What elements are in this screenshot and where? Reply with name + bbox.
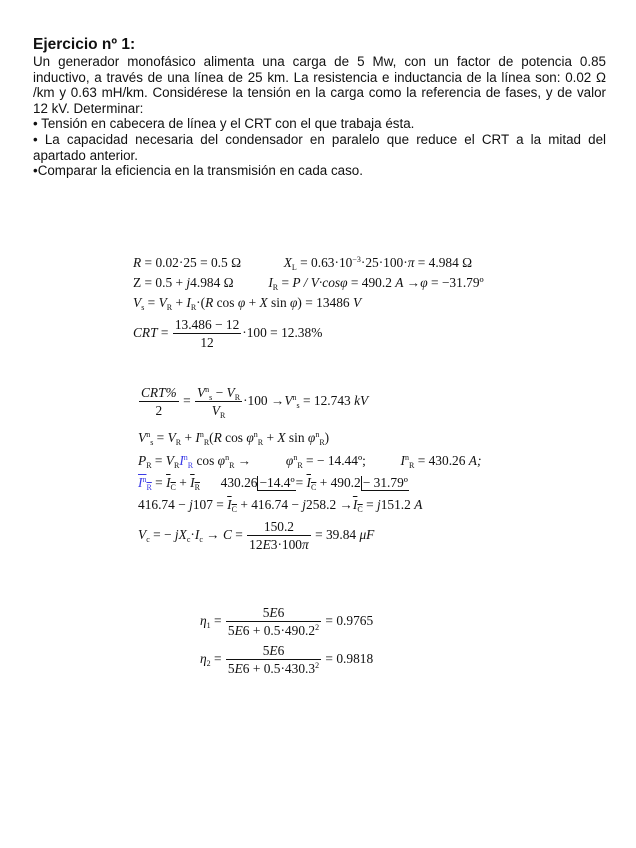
value-xl-a: = 0.63·10	[296, 255, 353, 270]
num-b: 6	[277, 605, 285, 620]
subscript-s: s	[141, 303, 145, 312]
plus: +	[172, 295, 187, 310]
subscript-c: c	[146, 535, 150, 545]
cos-fn: cos	[221, 430, 247, 445]
num-b: 6	[277, 643, 285, 658]
fraction-denominator	[247, 536, 311, 554]
magnitude-1: 430.26	[220, 475, 258, 490]
task-item-1: • Tensión en cabecera de línea y el CRT con el que trabaja ésta.	[33, 116, 415, 132]
subscript-c: C	[231, 505, 237, 514]
phi-symbol: φ	[285, 453, 294, 468]
symbol-x: X	[259, 295, 268, 310]
equals: =	[210, 613, 225, 629]
eta-symbol: η	[200, 613, 207, 629]
cos-fn: cos	[213, 295, 238, 310]
angle-symbol-1: −14.4º	[259, 475, 295, 490]
task-item-3: •Comparar la eficiencia en la transmisión en cada caso.	[33, 163, 363, 179]
crt-half-fraction	[139, 384, 179, 420]
equation-crt-half	[138, 384, 368, 424]
subscript-r: R	[297, 461, 303, 470]
arrow-icon: →	[234, 453, 252, 468]
new-phase-angle: = − 14.44º;	[302, 453, 366, 468]
symbol-vr: V	[158, 295, 167, 310]
den-a: 5	[227, 661, 235, 676]
plus: +	[181, 430, 196, 445]
symbol-v: V	[138, 430, 147, 445]
subscript-r: R	[146, 461, 152, 470]
vs-value: ) = 13486	[297, 295, 353, 310]
subscript-c: c	[199, 535, 203, 545]
fraction-denominator	[195, 402, 242, 420]
sin-fn: sin	[285, 430, 308, 445]
phi-symbol: φ	[307, 430, 316, 445]
subscript-r: R	[175, 438, 182, 447]
phi-symbol: φ	[340, 275, 348, 290]
symbol-v: V	[226, 385, 235, 400]
superscript-n: n	[253, 430, 258, 439]
superscript-2: 2	[315, 623, 320, 632]
exp-e: E	[269, 643, 278, 658]
magnitude-2: + 490.2	[316, 475, 361, 490]
angle-symbol-2: − 31.79º	[362, 475, 408, 490]
minus: −	[212, 385, 227, 400]
value-r: = 0.02·25 = 0.5 Ω	[144, 255, 242, 270]
voltage-fraction	[195, 384, 242, 420]
subscript-s: s	[150, 438, 154, 447]
crt-result: ·100 = 12.38%	[242, 325, 323, 341]
phasor-irn	[138, 475, 152, 490]
efficiency-1-value: = 0.9765	[322, 613, 374, 629]
symbol-r: R	[205, 295, 214, 310]
symbol-i: I	[166, 475, 171, 490]
dot: ·	[190, 527, 195, 543]
equals: =	[151, 453, 166, 468]
den-a: 12	[249, 537, 263, 552]
symbol-xl: X	[283, 255, 292, 270]
subscript-r: R	[257, 438, 264, 447]
superscript-n: n	[199, 430, 204, 439]
exp-e: E	[262, 537, 271, 552]
subscript-1: 1	[206, 621, 211, 631]
current-formula: P / V·cos	[292, 275, 341, 290]
arrow-icon: →	[202, 527, 223, 543]
subscript-r: R	[194, 483, 200, 492]
subscript-2: 2	[206, 659, 211, 669]
fraction-numerator: CRT%	[141, 385, 177, 400]
equals: =	[278, 275, 293, 290]
current-unit: A	[395, 275, 404, 290]
subscript-r: R	[272, 283, 279, 292]
sin-fn: sin	[267, 295, 290, 310]
equals: =	[151, 475, 167, 490]
subscript-r: R	[409, 461, 415, 470]
subscript-c: C	[357, 505, 363, 514]
current-unit: A;	[468, 453, 482, 468]
symbol-c: C	[222, 527, 232, 543]
superscript-n: n	[205, 385, 210, 394]
capacitance-value: = 39.84	[311, 527, 360, 543]
symbol-crt: CRT	[133, 325, 158, 341]
subscript-s: s	[209, 393, 213, 402]
efficiency-2-value: = 0.9818	[322, 651, 374, 667]
subscript-r: R	[173, 461, 180, 470]
equals: =	[231, 527, 247, 543]
symbol-i: I	[195, 430, 200, 445]
equals: =	[362, 497, 377, 512]
phi-symbol: φ	[217, 453, 226, 468]
current-value: = 490.2	[347, 275, 396, 290]
equation-crt	[133, 316, 322, 356]
fraction-denominator: 12	[200, 335, 214, 350]
equation-rectangular	[138, 496, 422, 514]
symbol-i: I	[352, 497, 358, 512]
multiplier-arrow: ·100 →	[243, 393, 285, 409]
superscript-n: n	[405, 453, 410, 462]
den-b: 6 + 0.5·490.2	[242, 623, 316, 638]
symbol-v: V	[284, 393, 293, 409]
symbol-r: R	[133, 255, 142, 270]
exp-e: E	[234, 661, 243, 676]
den-a: 5	[227, 623, 235, 638]
capacitor-current: 151.2	[380, 497, 415, 512]
equation-power	[138, 452, 481, 470]
subscript-r: R	[203, 438, 210, 447]
equation-r-xl	[133, 254, 472, 272]
num-a: 5	[262, 605, 270, 620]
fraction-denominator	[226, 622, 321, 640]
new-vs-value: = 12.743	[299, 393, 355, 409]
subscript-s: s	[296, 401, 300, 411]
eta2-fraction	[226, 642, 321, 678]
symbol-v: V	[196, 385, 206, 400]
symbol-v: V	[165, 453, 174, 468]
current-unit: A	[414, 497, 423, 512]
den-b: 3·100	[270, 537, 302, 552]
symbol-v: V	[167, 430, 176, 445]
eta-symbol: η	[200, 651, 207, 667]
phase-angle: = −31.79º	[427, 275, 484, 290]
equation-vs-new	[138, 429, 329, 447]
paren-open: ·(	[196, 295, 206, 310]
symbol-v: V	[138, 527, 147, 543]
subscript-r: R	[219, 411, 226, 420]
capacitance-fraction	[247, 518, 311, 554]
fraction-numerator	[195, 384, 242, 402]
fraction-numerator	[226, 604, 321, 622]
paren-open: (	[209, 430, 214, 445]
symbol-i: I	[306, 475, 311, 490]
superscript-n: n	[142, 475, 147, 484]
real-part-2: + 416.74 −	[236, 497, 303, 512]
symbol-i: I	[400, 453, 406, 468]
j-symbol: j	[376, 497, 381, 512]
symbol-p: P	[138, 453, 147, 468]
phi-symbol: φ	[420, 275, 428, 290]
arrow-icon: →	[403, 275, 421, 290]
symbol-ir: I	[186, 295, 191, 310]
den-b: 6 + 0.5·430.3	[242, 661, 316, 676]
equals: =	[153, 430, 168, 445]
fraction-numerator	[226, 642, 321, 660]
j-symbol: j	[174, 527, 179, 543]
exercise-statement	[33, 36, 606, 179]
symbol-x: X	[277, 430, 286, 445]
imag-part: 107 =	[192, 497, 228, 512]
subscript-r: R	[187, 461, 194, 470]
paren-close: )	[324, 430, 330, 445]
highlighted-current	[179, 453, 193, 468]
new-current-value: = 430.26	[414, 453, 469, 468]
subscript-l: L	[291, 263, 297, 272]
subscript-r: R	[166, 303, 173, 312]
subscript-c: C	[311, 483, 317, 492]
unit-kv: kV	[354, 393, 369, 409]
impedance-eq: Z = 0.5 +	[133, 275, 187, 290]
symbol-x: X	[178, 527, 187, 543]
j-symbol: j	[189, 497, 193, 512]
j-symbol: j	[186, 275, 191, 290]
unit-microfarad: μF	[359, 527, 375, 543]
equals: =	[295, 475, 307, 490]
plus: +	[263, 430, 278, 445]
vs-unit: V	[352, 295, 362, 310]
phasor-ic	[307, 475, 317, 490]
subscript-c: c	[186, 535, 191, 545]
value-xl-result: = 4.984 Ω	[414, 255, 473, 270]
phasor-ic	[227, 497, 237, 512]
subscript-r: R	[229, 461, 235, 470]
phi-symbol: φ	[246, 430, 254, 445]
exercise-paragraph: Un generador monofásico alimenta una carga de 5 Mw, con un factor de potencia 0.85 inductivo, a través de una línea de 25 km. La resistencia e inductancia de la línea son: 0.02 Ω /km y 0.63 mH/km. Considérese la tensión en la carga como la referencia de fases, y de valor 12 kV. Determinar:	[33, 54, 606, 116]
equals: =	[144, 295, 159, 310]
subscript-r: R	[190, 303, 197, 312]
equation-eta1	[200, 604, 373, 644]
plus: +	[175, 475, 191, 490]
symbol-i: I	[227, 497, 232, 512]
value-xl-b: ·25·100·	[360, 255, 408, 270]
task-item-2: • La capacidad necesaria del condensador en paralelo que reduce el CRT a la mitad del apartado anterior.	[33, 131, 606, 163]
equation-phasor-sum	[138, 474, 409, 492]
subscript-r: R	[234, 393, 241, 402]
fraction-numerator: 13.486 − 12	[174, 317, 240, 332]
superscript-n: n	[225, 453, 230, 462]
symbol-i: I	[194, 527, 200, 543]
phasor-ir	[190, 475, 200, 490]
impedance-value: 4.984 Ω	[190, 275, 234, 290]
subscript-c: C	[170, 483, 176, 492]
equation-z-ir	[133, 274, 484, 292]
symbol-i: I	[190, 475, 195, 490]
equation-eta2	[200, 642, 373, 682]
exponent: −3	[352, 255, 361, 264]
superscript-n: n	[293, 453, 298, 462]
phasor-ic	[353, 497, 363, 512]
eta1-fraction	[226, 604, 321, 640]
pi-symbol: π	[302, 537, 309, 552]
symbol-r: R	[213, 430, 222, 445]
subscript-r: R	[146, 483, 152, 492]
superscript-n: n	[292, 393, 297, 403]
exercise-title: Ejercicio nº 1:	[33, 36, 136, 53]
superscript-n: n	[315, 430, 320, 439]
equals: = −	[149, 527, 175, 543]
equation-vs	[133, 294, 361, 312]
phasor-ic	[166, 475, 176, 490]
plus: +	[245, 295, 260, 310]
equals: =	[179, 393, 194, 409]
fraction-denominator	[226, 660, 321, 678]
symbol-v: V	[211, 403, 220, 418]
real-part: 416.74 −	[138, 497, 190, 512]
phi-symbol: φ	[290, 295, 298, 310]
crt-fraction	[173, 316, 241, 352]
cos-fn: cos	[193, 453, 218, 468]
fraction-numerator: 150.2	[247, 518, 311, 536]
superscript-2: 2	[315, 661, 320, 670]
fraction-denominator: 2	[155, 403, 163, 418]
superscript-n: n	[183, 453, 188, 462]
equals: =	[157, 325, 172, 341]
subscript-r: R	[319, 438, 325, 447]
phi-symbol: φ	[237, 295, 246, 310]
imag-part-2: 258.2 →	[306, 497, 353, 512]
num-a: 5	[262, 643, 270, 658]
symbol-i: I	[179, 453, 184, 468]
exp-e: E	[269, 605, 278, 620]
symbol-vs: V	[133, 295, 142, 310]
pi-symbol: π	[407, 255, 415, 270]
equation-capacitance	[138, 518, 374, 558]
symbol-ir: I	[268, 275, 273, 290]
symbol-i: I	[138, 475, 143, 490]
j-symbol: j	[302, 497, 307, 512]
exp-e: E	[234, 623, 243, 638]
superscript-n: n	[146, 430, 151, 439]
equals: =	[210, 651, 225, 667]
